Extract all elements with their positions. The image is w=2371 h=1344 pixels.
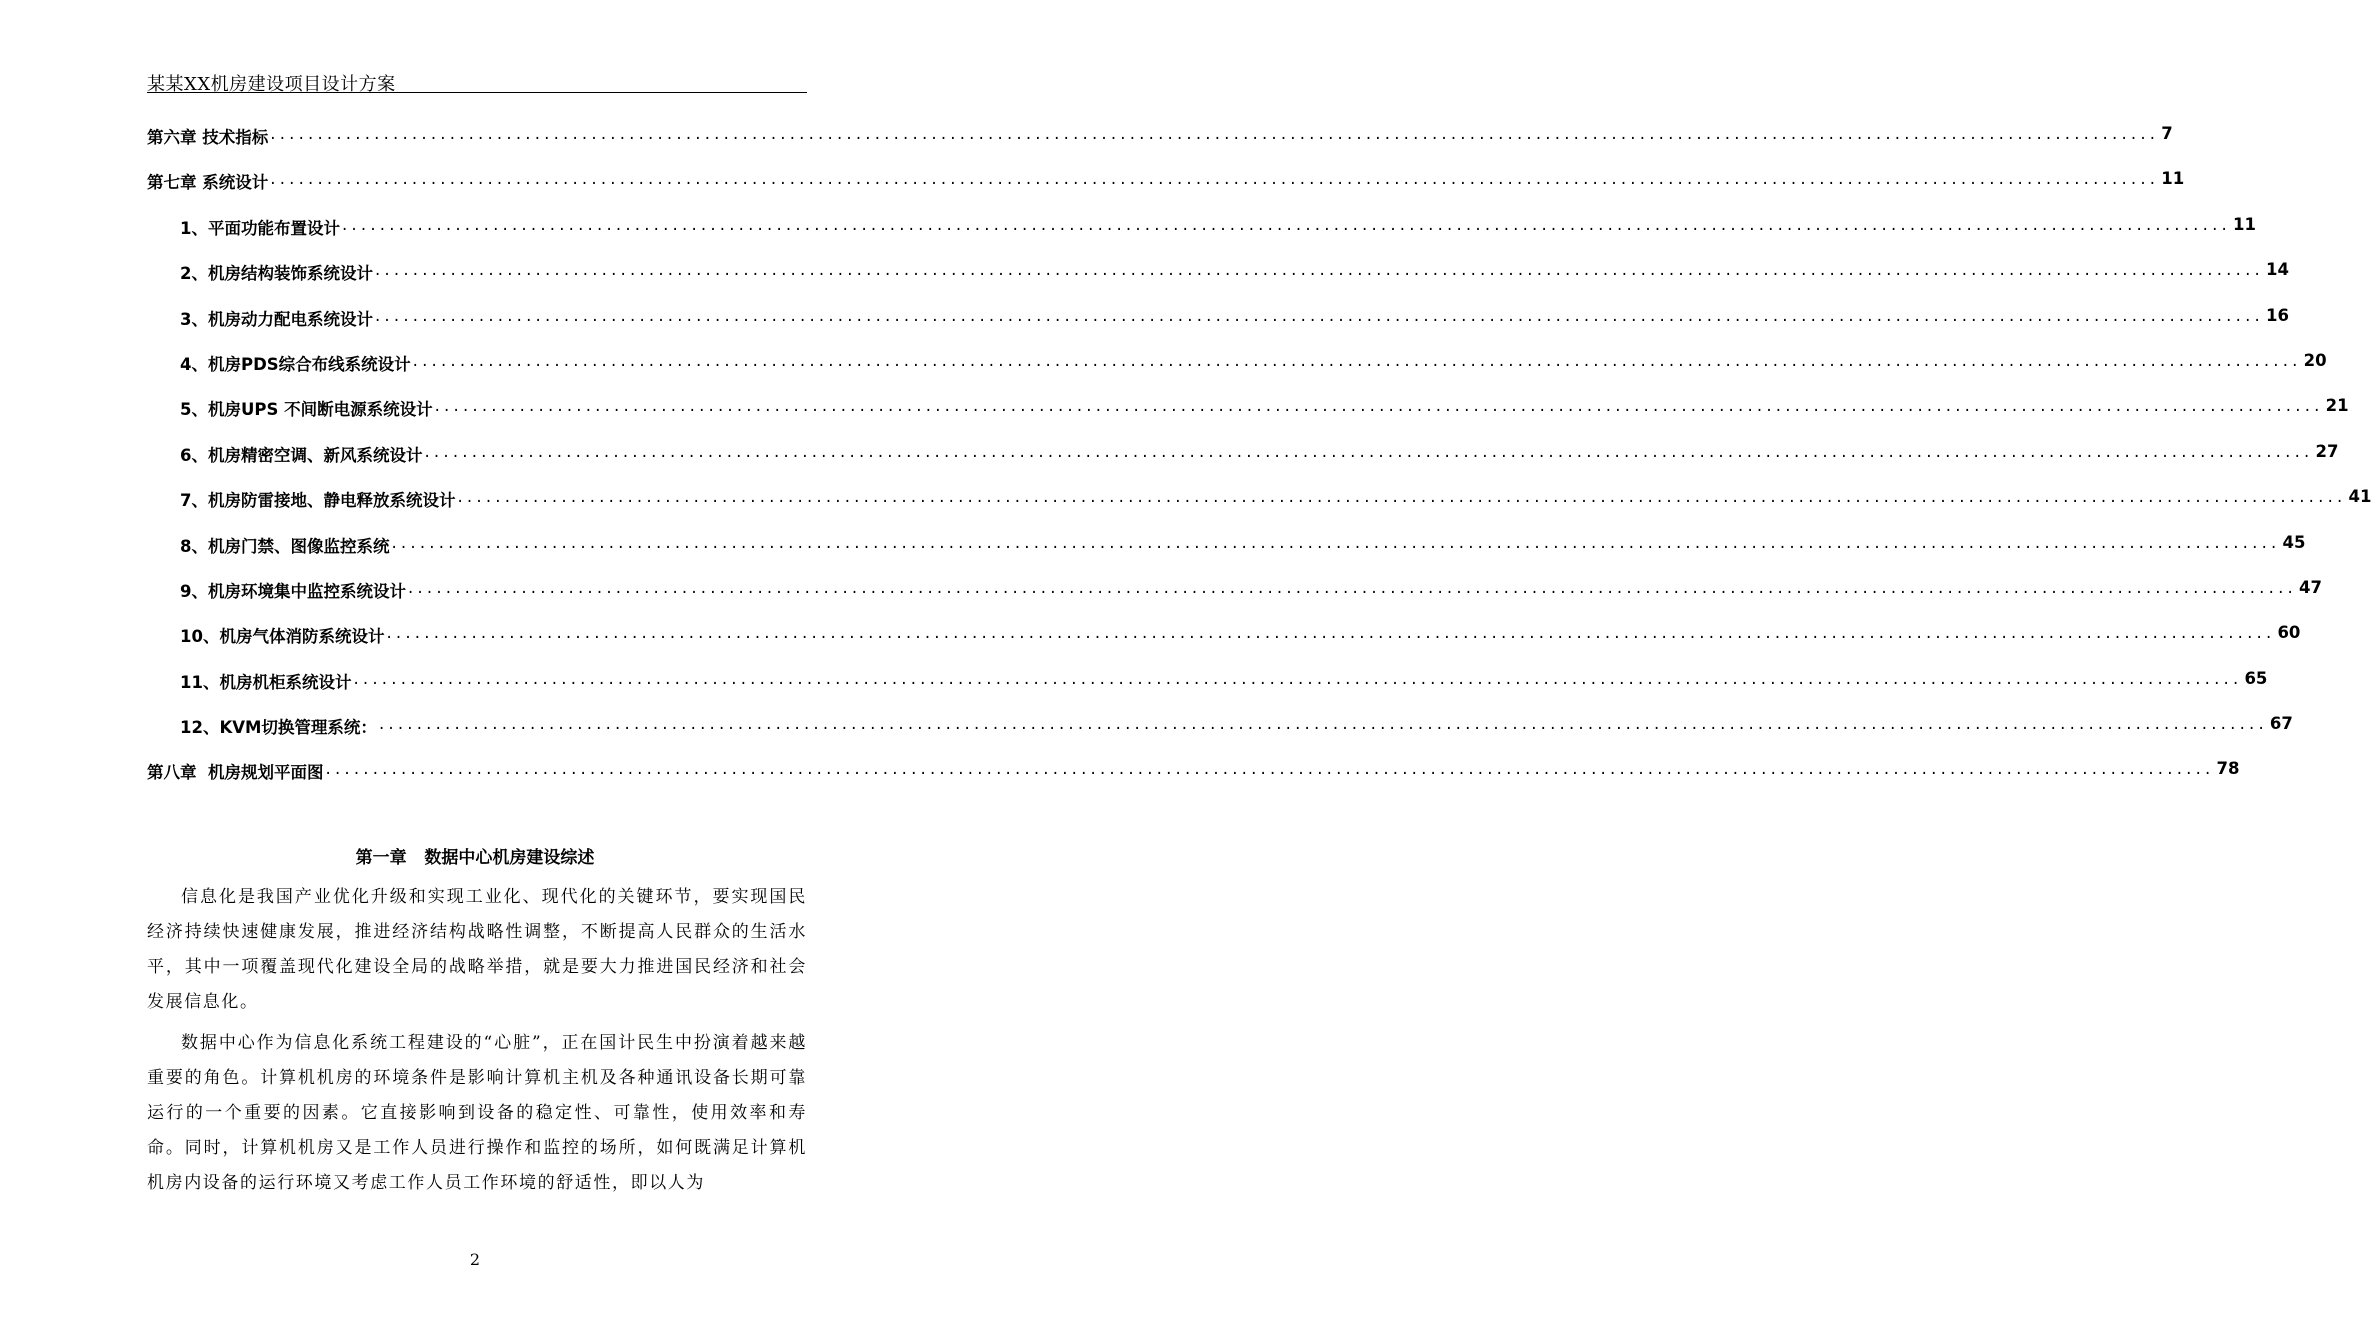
toc-entry-page: 16 <box>2265 305 2289 325</box>
toc-leader-dots: ........................................................................................................................................................................................................ <box>386 623 2276 643</box>
toc-entry-page: 20 <box>2303 350 2327 370</box>
document-title: 某某XX机房建设项目设计方案 <box>147 74 396 95</box>
toc-leader-dots: ........................................................................................................................................................................................................ <box>391 532 2281 552</box>
toc-entry[interactable] <box>147 532 2306 578</box>
table-of-contents <box>147 124 2371 805</box>
toc-entry-page: 41 <box>2348 487 2371 507</box>
toc-leader-dots: ........................................................................................................................................................................................................ <box>270 169 2160 189</box>
toc-leader-dots: ........................................................................................................................................................................................................ <box>457 487 2347 507</box>
toc-entry-page: 7 <box>2161 124 2173 143</box>
toc-entry-page: 11 <box>2232 214 2256 234</box>
toc-entry-label: 第七章 系统设计 <box>147 169 268 193</box>
toc-entry[interactable] <box>147 714 2293 759</box>
toc-leader-dots: ........................................................................................................................................................................................................ <box>374 260 2264 280</box>
toc-leader-dots: ........................................................................................................................................................................................................ <box>378 714 2268 734</box>
toc-entry[interactable] <box>147 214 2256 260</box>
toc-entry-label: 4、机房PDS综合布线系统设计 <box>180 351 411 375</box>
toc-entry-label: 6、机房精密空调、新风系统设计 <box>180 442 422 466</box>
page-number: 2 <box>469 1250 481 1269</box>
toc-entry-page: 14 <box>2265 260 2289 280</box>
toc-entry-label: 10、机房气体消防系统设计 <box>180 623 384 647</box>
toc-entry-label: 12、KVM切换管理系统： <box>180 714 377 738</box>
toc-entry-page: 21 <box>2325 396 2349 416</box>
toc-entry[interactable] <box>147 668 2268 714</box>
toc-entry[interactable] <box>147 305 2289 351</box>
toc-entry-label: 11、机房机柜系统设计 <box>180 669 351 693</box>
toc-leader-dots: ........................................................................................................................................................................................................ <box>434 396 2324 416</box>
toc-leader-dots: ........................................................................................................................................................................................................ <box>270 124 2160 143</box>
toc-entry[interactable] <box>147 441 2339 487</box>
toc-entry-label: 7、机房防雷接地、静电释放系统设计 <box>180 487 455 511</box>
body-paragraph: 数据中心作为信息化系统工程建设的“心脏”，正在国计民生中扮演着越来越重要的角色。计算机机房的环境条件是影响计算机主机及各种通讯设备长期可靠运行的一个重要的因素。它直接影响到设备的稳定性、可靠性，使用效率和寿命。同时，计算机机房又是工作人员进行操作和监控的场所，如何既满足计算机机房内设备的运行环境又考虑工作人员工作环境的舒适性，即以人为 <box>147 1033 807 1193</box>
chapter-body <box>147 880 807 1207</box>
toc-leader-dots: ........................................................................................................................................................................................................ <box>341 214 2231 234</box>
toc-entry[interactable] <box>147 350 2327 396</box>
toc-entry-page: 11 <box>2161 169 2185 189</box>
toc-leader-dots: ........................................................................................................................................................................................................ <box>407 577 2297 597</box>
toc-leader-dots: ........................................................................................................................................................................................................ <box>374 305 2264 325</box>
toc-entry[interactable] <box>147 169 2185 214</box>
toc-entry-page: 45 <box>2282 532 2306 552</box>
toc-entry[interactable] <box>147 487 2371 532</box>
toc-leader-dots: ........................................................................................................................................................................................................ <box>424 441 2314 461</box>
toc-entry-label: 第八章 机房规划平面图 <box>147 759 324 783</box>
toc-entry-page: 47 <box>2298 577 2322 597</box>
toc-entry-page: 78 <box>2216 759 2240 779</box>
toc-leader-dots: ........................................................................................................................................................................................................ <box>353 668 2243 688</box>
toc-leader-dots: ........................................................................................................................................................................................................ <box>412 350 2302 370</box>
toc-entry-page: 67 <box>2269 714 2293 734</box>
toc-entry[interactable] <box>147 260 2289 305</box>
toc-entry-label: 5、机房UPS 不间断电源系统设计 <box>180 396 433 420</box>
toc-entry[interactable] <box>147 124 2173 169</box>
page-header <box>147 70 807 93</box>
body-paragraph: 信息化是我国产业优化升级和实现工业化、现代化的关键环节，要实现国民经济持续快速健康发展，推进经济结构战略性调整，不断提高人民群众的生活水平，其中一项覆盖现代化建设全局的战略举措，就是要大力推进国民经济和社会发展信息化。 <box>147 887 807 1012</box>
toc-entry[interactable] <box>147 759 2240 804</box>
toc-entry[interactable] <box>147 396 2349 441</box>
toc-entry-page: 60 <box>2277 623 2301 643</box>
toc-leader-dots: ........................................................................................................................................................................................................ <box>325 759 2215 779</box>
toc-entry-label: 第六章 技术指标 <box>147 124 268 148</box>
chapter-heading: 第一章 数据中心机房建设综述 <box>355 848 595 868</box>
toc-entry-label: 3、机房动力配电系统设计 <box>180 306 373 330</box>
toc-entry[interactable] <box>147 623 2301 668</box>
toc-entry-label: 2、机房结构装饰系统设计 <box>180 260 373 284</box>
toc-entry-label: 9、机房环境集中监控系统设计 <box>180 578 406 602</box>
toc-entry-label: 8、机房门禁、图像监控系统 <box>180 533 389 557</box>
toc-entry-label: 1、平面功能布置设计 <box>180 215 340 239</box>
toc-entry-page: 65 <box>2244 668 2268 688</box>
toc-entry[interactable] <box>147 577 2322 623</box>
toc-entry-page: 27 <box>2315 441 2339 461</box>
